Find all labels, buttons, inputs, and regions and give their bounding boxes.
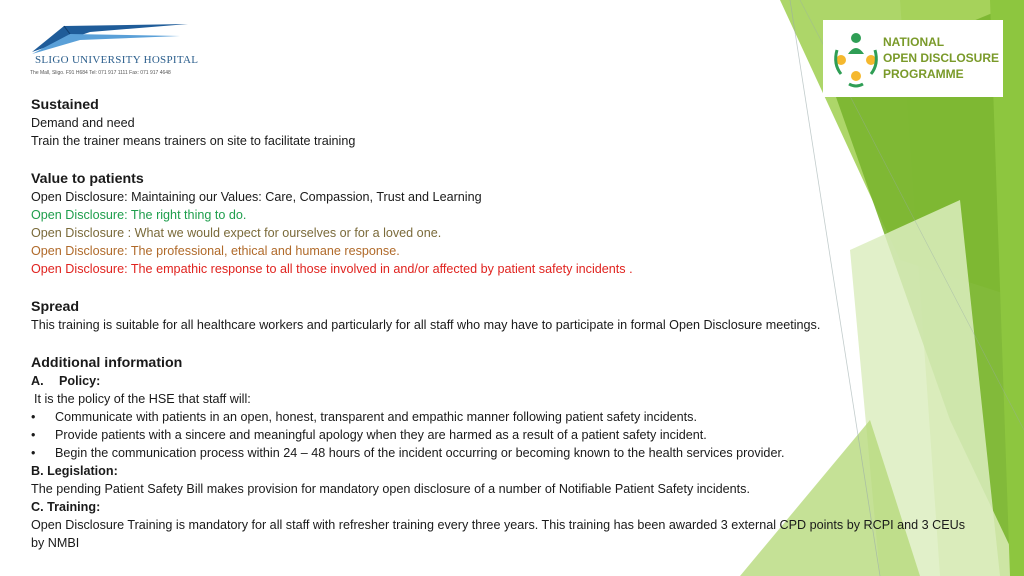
bullet-marker: • [31, 410, 36, 424]
people-circle-icon [831, 30, 881, 90]
policy-intro: It is the policy of the HSE that staff will: [34, 392, 251, 406]
value-line-3: Open Disclosure : What we would expect for ourselves or for a loved one. [31, 226, 442, 240]
bullet-text: Begin the communication process within 24 – 48 hours of the incident occurring or becoming known to the health services provider. [55, 446, 785, 460]
value-line-4: Open Disclosure: The professional, ethical and humane response. [31, 244, 400, 258]
legislation-heading: B. Legislation: [31, 464, 118, 478]
bullet-text: Communicate with patients in an open, honest, transparent and empathic manner following patient safety incidents. [55, 410, 697, 424]
spread-heading: Spread [31, 299, 80, 315]
value-line-5: Open Disclosure: The empathic response to all those involved in and/or affected by patient safety incidents . [31, 262, 633, 276]
list-item [31, 444, 991, 462]
nodp-line-2: OPEN DISCLOSURE [883, 51, 1000, 65]
list-item [31, 408, 991, 426]
training-text: Open Disclosure Training is mandatory for all staff with refresher training every three years. This training has been awarded 3 external CPD points by RCPI and 3 CEUs by NMBI [31, 518, 966, 550]
bullet-marker: • [31, 428, 36, 442]
value-heading: Value to patients [31, 171, 144, 187]
training-heading: C. Training: [31, 500, 101, 514]
hospital-logo [30, 22, 199, 82]
sustained-heading: Sustained [31, 97, 99, 113]
bullet-text: Provide patients with a sincere and meaningful apology when they are harmed as a result of a patient safety incident. [55, 428, 707, 442]
spread-text: This training is suitable for all healthcare workers and particularly for all staff who may have to participate in formal Open Disclosure meetings. [31, 318, 821, 332]
nodp-logo [823, 20, 1003, 97]
hospital-address: The Mall, Sligo. F91 H684 Tel: 071 917 1111 Fax: 071 917 4648 [30, 70, 171, 76]
main-content [31, 96, 991, 552]
value-line-2: Open Disclosure: The right thing to do. [31, 208, 247, 222]
list-item [31, 426, 991, 444]
legislation-text: The pending Patient Safety Bill makes provision for mandatory open disclosure of a number of Notifiable Patient Safety incidents. [31, 482, 750, 496]
policy-title: Policy: [59, 374, 101, 388]
bullet-marker: • [31, 446, 36, 460]
hospital-name: SLIGO UNIVERSITY HOSPITAL [35, 54, 199, 66]
nodp-wordmark [883, 34, 999, 82]
nodp-line-3: PROGRAMME [883, 67, 964, 81]
policy-heading [31, 372, 991, 390]
sustained-line-2: Train the trainer means trainers on site to facilitate training [31, 134, 356, 148]
value-line-1: Open Disclosure: Maintaining our Values: Care, Compassion, Trust and Learning [31, 190, 482, 204]
policy-label: A. [31, 374, 44, 388]
nodp-line-1: NATIONAL [883, 35, 945, 49]
sustained-line-1: Demand and need [31, 116, 135, 130]
additional-heading: Additional information [31, 355, 183, 371]
hospital-logo-swoosh-icon [30, 22, 190, 56]
